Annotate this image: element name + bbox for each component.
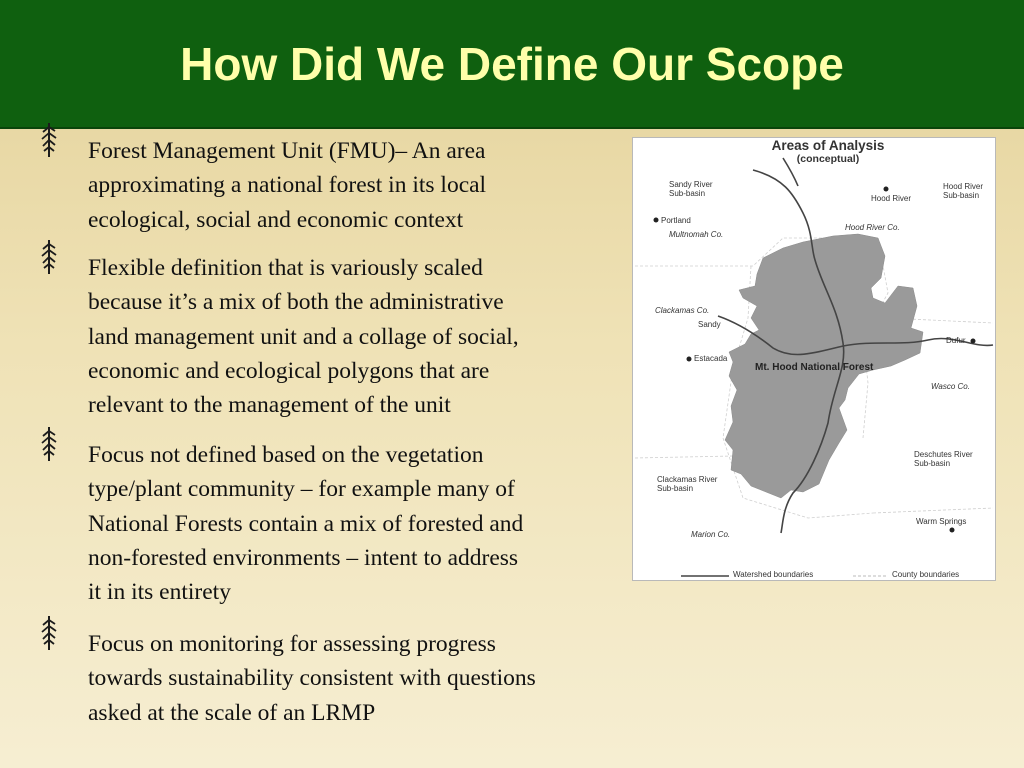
legend-watershed-label: Watershed boundaries	[733, 570, 814, 579]
map-label-estacada: Estacada	[694, 354, 728, 363]
map-label-portland: Portland	[661, 216, 691, 225]
legend-county-label: County boundaries	[892, 570, 960, 579]
bullet-text: Flexible definition that is variously scaled because it’s a mix of both the administrative land management unit and a collage of social, economic and ecological polygons that are relevant to the management of the unit	[88, 255, 519, 419]
map-label-wasco: Wasco Co.	[931, 382, 970, 391]
bullet-text: Focus not defined based on the vegetation type/plant community – for example many of National Forests contain a mix of forested and non-forested environments – intent to address it in its entirety	[88, 442, 524, 606]
map-label-clackamas-river: Clackamas River Sub-basin	[657, 475, 718, 493]
tree-icon	[40, 122, 58, 158]
bullet-text: Forest Management Unit (FMU)– An area approximating a national forest in its local ecological, social and economic context	[88, 138, 487, 233]
map-label-sandy: Sandy	[698, 320, 721, 329]
map-label-multnomah: Multnomah Co.	[669, 230, 724, 239]
map-label-marion: Marion Co.	[691, 530, 731, 539]
map-label-dufur: Dufur	[946, 336, 966, 345]
map-label-warm-springs: Warm Springs	[916, 517, 967, 526]
map-label-hood-river-co: Hood River Co.	[845, 223, 900, 232]
map-label-hood-river-basin: Hood River Sub-basin	[943, 182, 984, 200]
tree-icon	[40, 615, 58, 651]
map-title: Areas of Analysis	[771, 138, 885, 153]
map-label-forest: Mt. Hood National Forest	[755, 362, 874, 373]
bullet-text: Focus on monitoring for assessing progress towards sustainability consistent with questions asked at the scale of an LRMP	[88, 631, 536, 726]
tree-icon	[40, 426, 58, 462]
map-label-clackamas-co: Clackamas Co.	[655, 306, 710, 315]
title-bar	[0, 0, 1024, 129]
map-label-hood-river-town: Hood River	[871, 194, 912, 203]
map-label-deschutes: Deschutes River Sub-basin	[914, 450, 973, 468]
tree-icon	[40, 239, 58, 275]
map-subtitle: (conceptual)	[796, 153, 860, 165]
map-label-sandy-river: Sandy River Sub-basin	[669, 180, 713, 198]
map-graphic	[633, 138, 995, 580]
areas-of-analysis-map	[632, 137, 996, 581]
slide-title: How Did We Define Our Scope	[180, 38, 844, 90]
